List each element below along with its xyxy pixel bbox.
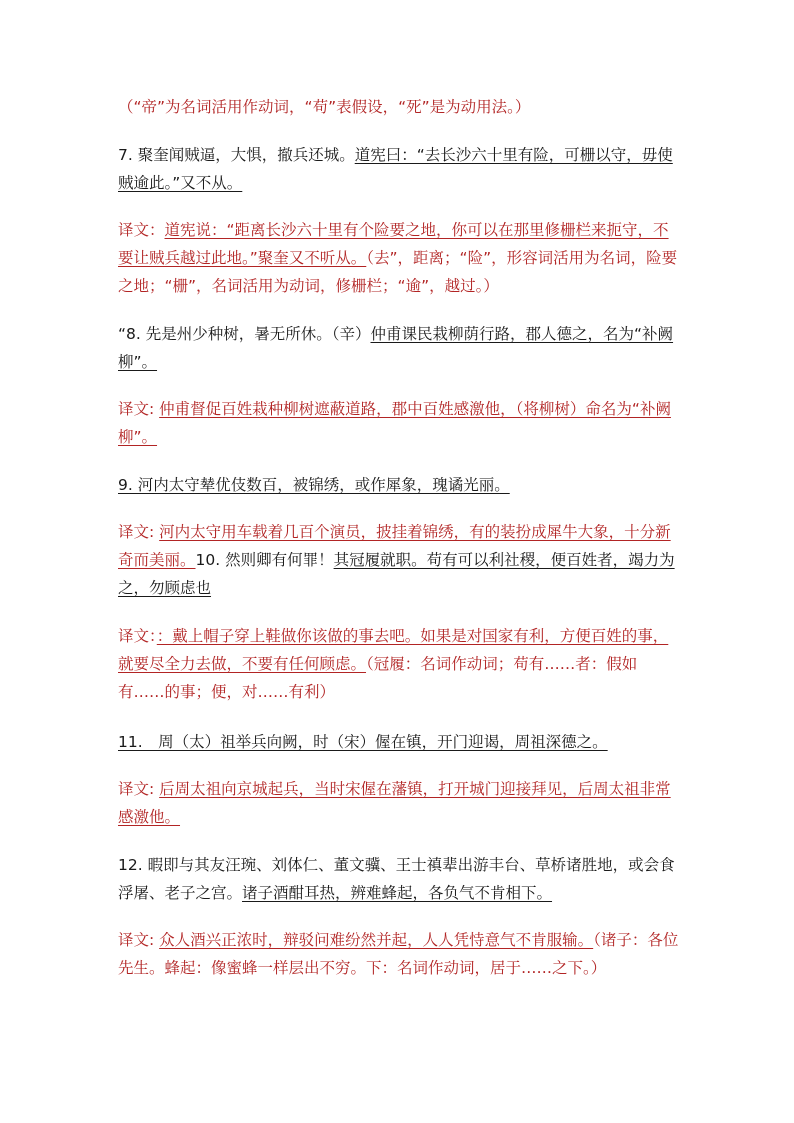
item-10-note: （冠履：名词作动词；苟有……者：假如有……的事；便，对……有利） (118, 655, 638, 701)
item-8-label: 译文: (118, 400, 160, 418)
item-8-original (118, 320, 680, 376)
item-7-translation-block (118, 216, 680, 300)
item-9-translation-block (118, 518, 680, 602)
item-10-label: 译文： (118, 627, 157, 645)
item-12-underlined: 诸子酒酣耳热，辨难蜂起，各负气不肯相下。 (242, 884, 553, 902)
item-11-translation-block (118, 775, 680, 831)
item-8-prefix: “8. 先是州少种树，暑无所休。（辛） (118, 325, 371, 343)
item-8-translation: 仲甫督促百姓栽种柳树遮蔽道路，郡中百姓感激他，（将柳树）命名为“补阙柳”。 (118, 400, 671, 446)
item-10-translation-block (118, 622, 680, 706)
item-12-translation-block (118, 926, 680, 982)
item-7-prefix: 7. 聚奎闻贼逼，大惧，撤兵还城。 (118, 146, 355, 164)
item-7-underlined: 道宪曰：“去长沙六十里有险，可栅以守，毋使贼逾此。”又不从。 (118, 146, 673, 192)
item-9-translation: 河内太守用车载着几百个演员，披挂着锦绣，有的装扮成犀牛大象，十分新奇而美丽。 (118, 523, 671, 569)
item-7-note: （去”，距离；“险”，形容词活用为名词，险要之地；“栅”，名词活用为动词，修栅栏；“逾”，越过。） (118, 249, 678, 295)
item-12-translation: 众人酒兴正浓时，辩驳问难纷然并起，人人凭恃意气不肯服输。 (159, 931, 594, 949)
item-7-original (118, 141, 680, 197)
item-10-underlined: 其冠履就职。苟有可以利社稷，便百姓者，竭力为之，勿顾虑也 (118, 551, 675, 597)
item-8-translation-block (118, 395, 680, 451)
item-11-original (118, 728, 680, 756)
item-11-translation: 后周太祖向京城起兵，当时宋偓在藩镇，打开城门迎接拜见，后周太祖非常感激他。 (118, 780, 671, 826)
item-7-label: 译文： (118, 221, 165, 239)
item-11-underlined: 11. 周（太）祖举兵向阙，时（宋）偓在镇，开门迎谒，周祖深德之。 (118, 733, 608, 751)
item-7-translation: 道宪说：“距离长沙六十里有个险要之地，你可以在那里修栅栏来扼守，不要让贼兵越过此地。”聚奎又不听从。 (118, 221, 669, 267)
item-9-underlined: 9. 河内太守辇优伎数百，被锦绣，或作犀象，瑰谲光丽。 (118, 476, 510, 494)
item-12-original (118, 851, 680, 907)
item-11-label: 译文: (118, 780, 160, 798)
item-10-translation: ：戴上帽子穿上鞋做你该做的事去吧。如果是对国家有利，方便百姓的事，就要尽全力去做，不要有任何顾虑。 (118, 627, 669, 673)
note-top: （“帝”为名词活用作动词，“苟”表假设，“死”是为动用法。） (118, 98, 531, 116)
item-9-label: 译文: (118, 523, 160, 541)
item-10-prefix: 10. 然则卿有何罪！ (195, 551, 334, 569)
item-8-underlined: 仲甫课民栽柳荫行路，郡人德之，名为“补阙柳”。 (118, 325, 674, 371)
item-12-note: （诸子：各位先生。蜂起：像蜜蜂一样层出不穷。下：名词作动词，居于……之下。） (118, 931, 679, 977)
item-12-prefix: 12. 暇即与其友汪琬、刘体仁、董文骥、王士禛辈出游丰台、草桥诸胜地，或会食浮屠、老子之宫。 (118, 856, 675, 902)
item-9-original (118, 471, 680, 499)
item-12-label: 译文: (118, 931, 160, 949)
